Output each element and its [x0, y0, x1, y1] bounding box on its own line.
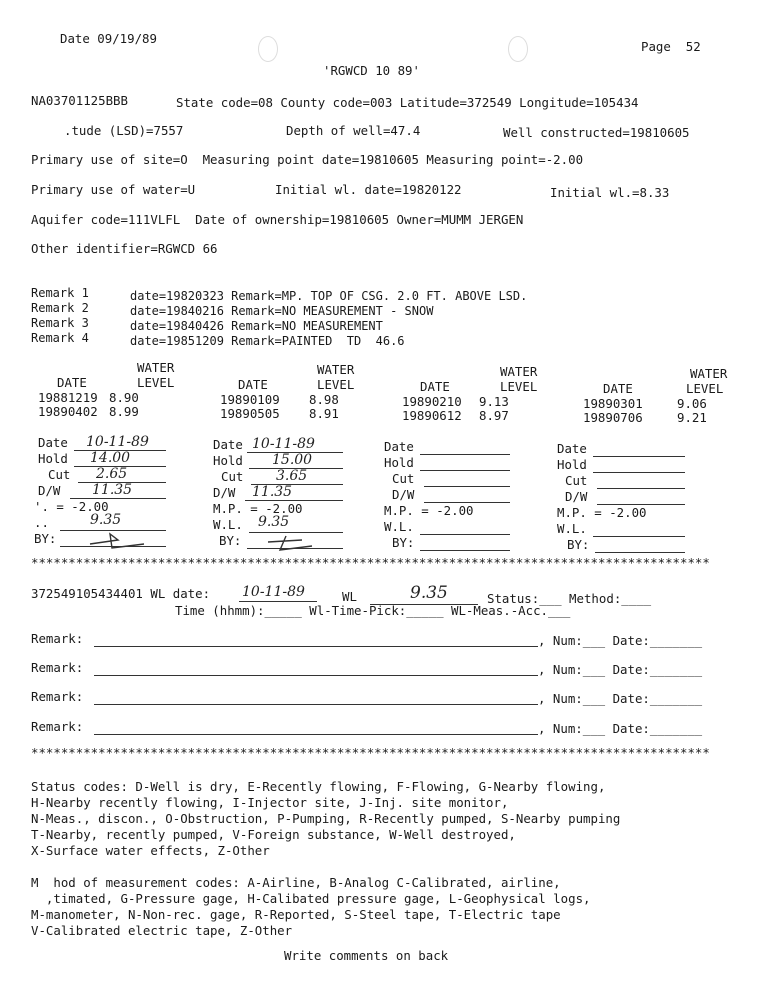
card-date-label: Date [38, 435, 68, 450]
method-codes-line: V-Calibrated electric tape, Z-Other [31, 924, 293, 938]
other-identifier: Other identifier=RGWCD 66 [31, 241, 218, 256]
card-cut-label: Cut [221, 469, 244, 484]
card-wl-label: W.L. [384, 519, 414, 534]
card-mp: M.P. = -2.00 [557, 505, 647, 520]
footer-note: Write comments on back [284, 948, 449, 963]
remark-line-label: Remark: [31, 689, 84, 704]
card-hold-label: Hold [384, 455, 414, 470]
card-mp: '. = -2.00 [34, 499, 109, 514]
col-header-level: LEVEL [137, 375, 175, 390]
entry-wl-label: WL [342, 589, 357, 604]
col-header-level: LEVEL [500, 379, 538, 394]
header-page: Page 52 [641, 39, 701, 54]
wl-date: 19890109 [220, 392, 280, 407]
punch-hole-left [258, 36, 278, 62]
star-separator: ******************************************************************************************* [31, 746, 710, 760]
card-hold-label: Hold [557, 457, 587, 472]
wl-date: 19890706 [583, 410, 643, 425]
remark-label: Remark 3 [31, 316, 89, 330]
entry-time-line: Time (hhmm):_____ Wl-Time-Pick:_____ WL-Meas.-Acc.___ [175, 603, 571, 618]
method-codes-line: M hod of measurement codes: A-Airline, B-Analog C-Calibrated, airline, [31, 876, 561, 890]
card-dw-label: D/W [565, 489, 588, 504]
card-wl-value[interactable]: 9.35 [90, 512, 122, 528]
card-cut-label: Cut [48, 467, 71, 482]
site-location: State code=08 County code=003 Latitude=372549 Longitude=105434 [176, 95, 639, 110]
col-header-date: DATE [420, 379, 450, 394]
wl-level: 9.06 [677, 396, 707, 411]
card-dw-label: D/W [38, 483, 61, 498]
status-codes-line: T-Nearby, recently pumped, V-Foreign substance, W-Well destroyed, [31, 828, 516, 842]
remark-text: date=19820323 Remark=MP. TOP OF CSG. 2.0 FT. ABOVE LSD. [130, 289, 528, 303]
wl-date: 19890505 [220, 406, 280, 421]
wl-level: 8.97 [479, 408, 509, 423]
card-wl-label: W.L. [213, 517, 243, 532]
remark-line-tail: , Num:___ Date:_______ [538, 691, 703, 706]
signature-scribble [266, 534, 316, 554]
remark-line-label: Remark: [31, 631, 84, 646]
col-header-water: WATER [137, 360, 175, 375]
remark-line-tail: , Num:___ Date:_______ [538, 662, 703, 677]
col-header-water: WATER [317, 362, 355, 377]
aquifer-owner: Aquifer code=111VLFL Date of ownership=19810605 Owner=MUMM JERGEN [31, 212, 524, 227]
card-date-label: Date [384, 439, 414, 454]
card-date-label: Date [213, 437, 243, 452]
card-cut-value[interactable]: 3.65 [276, 468, 308, 484]
card-dw-value[interactable]: 11.35 [252, 484, 293, 500]
card-by-label: BY: [34, 531, 57, 546]
remark-label: Remark 2 [31, 301, 89, 315]
wl-level: 8.91 [309, 406, 339, 421]
remark-line-label: Remark: [31, 719, 84, 734]
well-constructed: Well constructed=19810605 [503, 125, 690, 140]
method-codes-line: ,timated, G-Pressure gage, H-Calibated pressure gage, L-Geophysical logs, [31, 892, 591, 906]
status-codes-line: H-Nearby recently flowing, I-Injector site, J-Inj. site monitor, [31, 796, 509, 810]
status-codes-line: X-Surface water effects, Z-Other [31, 844, 270, 858]
wl-level: 8.98 [309, 392, 339, 407]
card-hold-label: Hold [213, 453, 243, 468]
card-by-label: BY: [219, 533, 242, 548]
status-codes-line: Status codes: D-Well is dry, E-Recently flowing, F-Flowing, G-Nearby flowing, [31, 780, 606, 794]
card-hold-value[interactable]: 14.00 [90, 450, 131, 466]
remark-text: date=19840426 Remark=NO MEASUREMENT [130, 319, 383, 333]
method-codes-line: M-manometer, N-Non-rec. gage, R-Reported, S-Steel tape, T-Electric tape [31, 908, 561, 922]
remark-line-label: Remark: [31, 660, 84, 675]
altitude: .tude (LSD)=7557 [64, 123, 184, 138]
remark-text: date=19851209 Remark=PAINTED TD 46.6 [130, 334, 405, 348]
card-dw-value[interactable]: 11.35 [92, 482, 133, 498]
signature-scribble [88, 530, 148, 552]
card-date-label: Date [557, 441, 587, 456]
remark-text: date=19840216 Remark=NO MEASUREMENT - SNOW [130, 304, 434, 318]
card-date-value[interactable]: 10-11-89 [86, 434, 149, 450]
card-wl-label: .. [34, 515, 49, 530]
punch-hole-right [508, 36, 528, 62]
col-header-date: DATE [603, 381, 633, 396]
card-hold-value[interactable]: 15.00 [272, 452, 313, 468]
primary-use-water: Primary use of water=U [31, 182, 196, 197]
header-date: Date 09/19/89 [60, 31, 157, 46]
card-mp: M.P. = -2.00 [213, 501, 303, 516]
card-wl-label: W.L. [557, 521, 587, 536]
initial-wl: Initial wl.=8.33 [550, 185, 670, 200]
remark-label: Remark 1 [31, 286, 89, 300]
card-cut-label: Cut [565, 473, 588, 488]
remark-label: Remark 4 [31, 331, 89, 345]
col-header-water: WATER [500, 364, 538, 379]
entry-id-label: 372549105434401 WL date: [31, 586, 211, 601]
card-mp: M.P. = -2.00 [384, 503, 474, 518]
col-header-level: LEVEL [317, 377, 355, 392]
entry-status-method: Status:___ Method:____ [487, 591, 652, 606]
entry-date-value[interactable]: 10-11-89 [242, 584, 305, 600]
wl-date: 19890301 [583, 396, 643, 411]
card-cut-label: Cut [392, 471, 415, 486]
card-dw-label: D/W [213, 485, 236, 500]
site-id: NA03701125BBB [31, 93, 128, 108]
wl-date: 19890402 [38, 404, 98, 419]
remark-line-tail: , Num:___ Date:_______ [538, 721, 703, 736]
wl-date: 19890210 [402, 394, 462, 409]
col-header-level: LEVEL [686, 381, 724, 396]
card-cut-value[interactable]: 2.65 [96, 466, 128, 482]
depth-of-well: Depth of well=47.4 [286, 123, 421, 138]
card-hold-label: Hold [38, 451, 68, 466]
card-dw-label: D/W [392, 487, 415, 502]
col-header-date: DATE [238, 377, 268, 392]
card-wl-value[interactable]: 9.35 [258, 514, 290, 530]
status-codes-line: N-Meas., discon., O-Obstruction, P-Pumping, R-Recently pumped, S-Nearby pumping [31, 812, 621, 826]
card-by-label: BY: [567, 537, 590, 552]
wl-level: 8.90 [109, 390, 139, 405]
card-by-label: BY: [392, 535, 415, 550]
wl-level: 8.99 [109, 404, 139, 419]
star-separator: ******************************************************************************************* [31, 556, 710, 570]
remark-line-tail: , Num:___ Date:_______ [538, 633, 703, 648]
entry-wl-value[interactable]: 9.35 [410, 583, 448, 603]
card-date-value[interactable]: 10-11-89 [252, 436, 315, 452]
col-header-date: DATE [57, 375, 87, 390]
wl-date: 19881219 [38, 390, 98, 405]
wl-level: 9.13 [479, 394, 509, 409]
wl-level: 9.21 [677, 410, 707, 425]
initial-wl-date: Initial wl. date=19820122 [275, 182, 462, 197]
primary-use-site: Primary use of site=O Measuring point date=19810605 Measuring point=-2.00 [31, 152, 584, 167]
header-title: 'RGWCD 10 89' [323, 63, 420, 78]
wl-date: 19890612 [402, 408, 462, 423]
col-header-water: WATER [690, 366, 728, 381]
